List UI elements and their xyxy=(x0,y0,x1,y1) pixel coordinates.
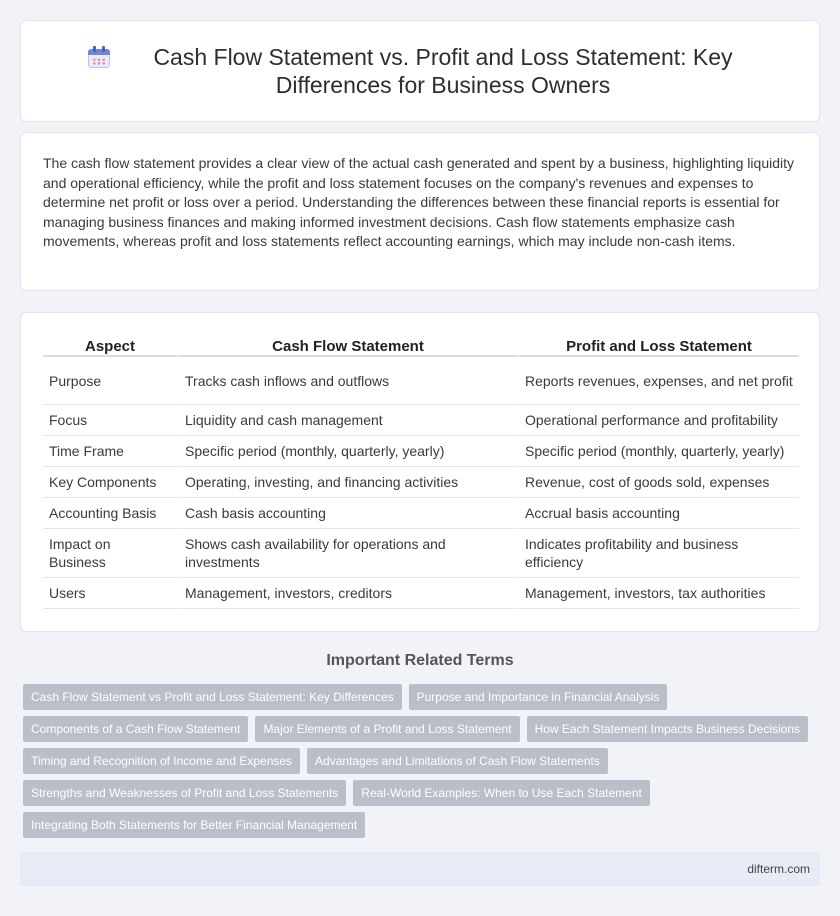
calendar-icon xyxy=(87,45,111,69)
table-row xyxy=(43,436,799,467)
table-cell: Operational performance and profitability xyxy=(517,405,799,436)
footer-site-link[interactable]: difterm.com xyxy=(747,862,810,876)
related-terms-title: Important Related Terms xyxy=(326,652,514,669)
table-row xyxy=(43,578,799,609)
related-term-link[interactable]: Real-World Examples: When to Use Each Statement xyxy=(353,780,650,806)
table-cell: Time Frame xyxy=(43,436,177,467)
table-cell: Cash basis accounting xyxy=(177,498,517,529)
table-cell: Tracks cash inflows and outflows xyxy=(177,357,517,405)
table-cell: Operating, investing, and financing activities xyxy=(177,467,517,498)
table-cell: Liquidity and cash management xyxy=(177,405,517,436)
header-cash-flow: Cash Flow Statement xyxy=(177,333,517,357)
related-term-link[interactable]: How Each Statement Impacts Business Decisions xyxy=(527,716,808,742)
comparison-table xyxy=(43,333,799,609)
table-cell: Accrual basis accounting xyxy=(517,498,799,529)
intro-card xyxy=(20,132,820,291)
comparison-table-card xyxy=(20,312,820,632)
page-title: Cash Flow Statement vs. Profit and Loss Statement: Key Differences for Business Owners xyxy=(153,44,733,98)
related-term-link[interactable]: Major Elements of a Profit and Loss Statement xyxy=(255,716,519,742)
intro-text: The cash flow statement provides a clear view of the actual cash generated and spent by a business, highlighting liquidity and operational efficiency, while the profit and loss statement focuses on the company's revenues and expenses to determine net profit or loss over a period. Understanding the differences between these financial reports is essential for managing business finances and making informed investment decisions. Cash flow statements emphasize cash movements, whereas profit and loss statements reflect accounting earnings, which may include non-cash items. xyxy=(43,155,794,249)
header-profit-loss: Profit and Loss Statement xyxy=(517,333,799,357)
table-cell: Focus xyxy=(43,405,177,436)
table-row xyxy=(43,498,799,529)
related-terms-tags xyxy=(23,684,823,844)
footer-bar xyxy=(20,852,820,886)
table-cell: Revenue, cost of goods sold, expenses xyxy=(517,467,799,498)
related-term-link[interactable]: Cash Flow Statement vs Profit and Loss Statement: Key Differences xyxy=(23,684,402,710)
header-inner xyxy=(87,43,753,99)
table-cell: Indicates profitability and business efficiency xyxy=(517,529,799,578)
table-cell: Management, investors, creditors xyxy=(177,578,517,609)
table-cell: Reports revenues, expenses, and net profit xyxy=(517,357,799,405)
table-cell: Specific period (monthly, quarterly, yearly) xyxy=(177,436,517,467)
related-term-link[interactable]: Advantages and Limitations of Cash Flow Statements xyxy=(307,748,608,774)
table-row xyxy=(43,405,799,436)
table-row xyxy=(43,467,799,498)
related-term-link[interactable]: Strengths and Weaknesses of Profit and Loss Statements xyxy=(23,780,346,806)
table-cell: Purpose xyxy=(43,357,177,405)
table-cell: Impact on Business xyxy=(43,529,177,578)
table-cell: Specific period (monthly, quarterly, yearly) xyxy=(517,436,799,467)
related-term-link[interactable]: Timing and Recognition of Income and Expenses xyxy=(23,748,300,774)
header-aspect: Aspect xyxy=(43,333,177,357)
table-cell: Accounting Basis xyxy=(43,498,177,529)
table-cell: Shows cash availability for operations and investments xyxy=(177,529,517,578)
table-cell: Key Components xyxy=(43,467,177,498)
table-cell: Management, investors, tax authorities xyxy=(517,578,799,609)
table-row xyxy=(43,529,799,578)
related-term-link[interactable]: Integrating Both Statements for Better Financial Management xyxy=(23,812,365,838)
table-cell: Users xyxy=(43,578,177,609)
related-term-link[interactable]: Components of a Cash Flow Statement xyxy=(23,716,248,742)
table-header-row xyxy=(43,333,799,357)
related-term-link[interactable]: Purpose and Importance in Financial Analysis xyxy=(409,684,668,710)
header-card xyxy=(20,20,820,122)
table-row xyxy=(43,357,799,405)
